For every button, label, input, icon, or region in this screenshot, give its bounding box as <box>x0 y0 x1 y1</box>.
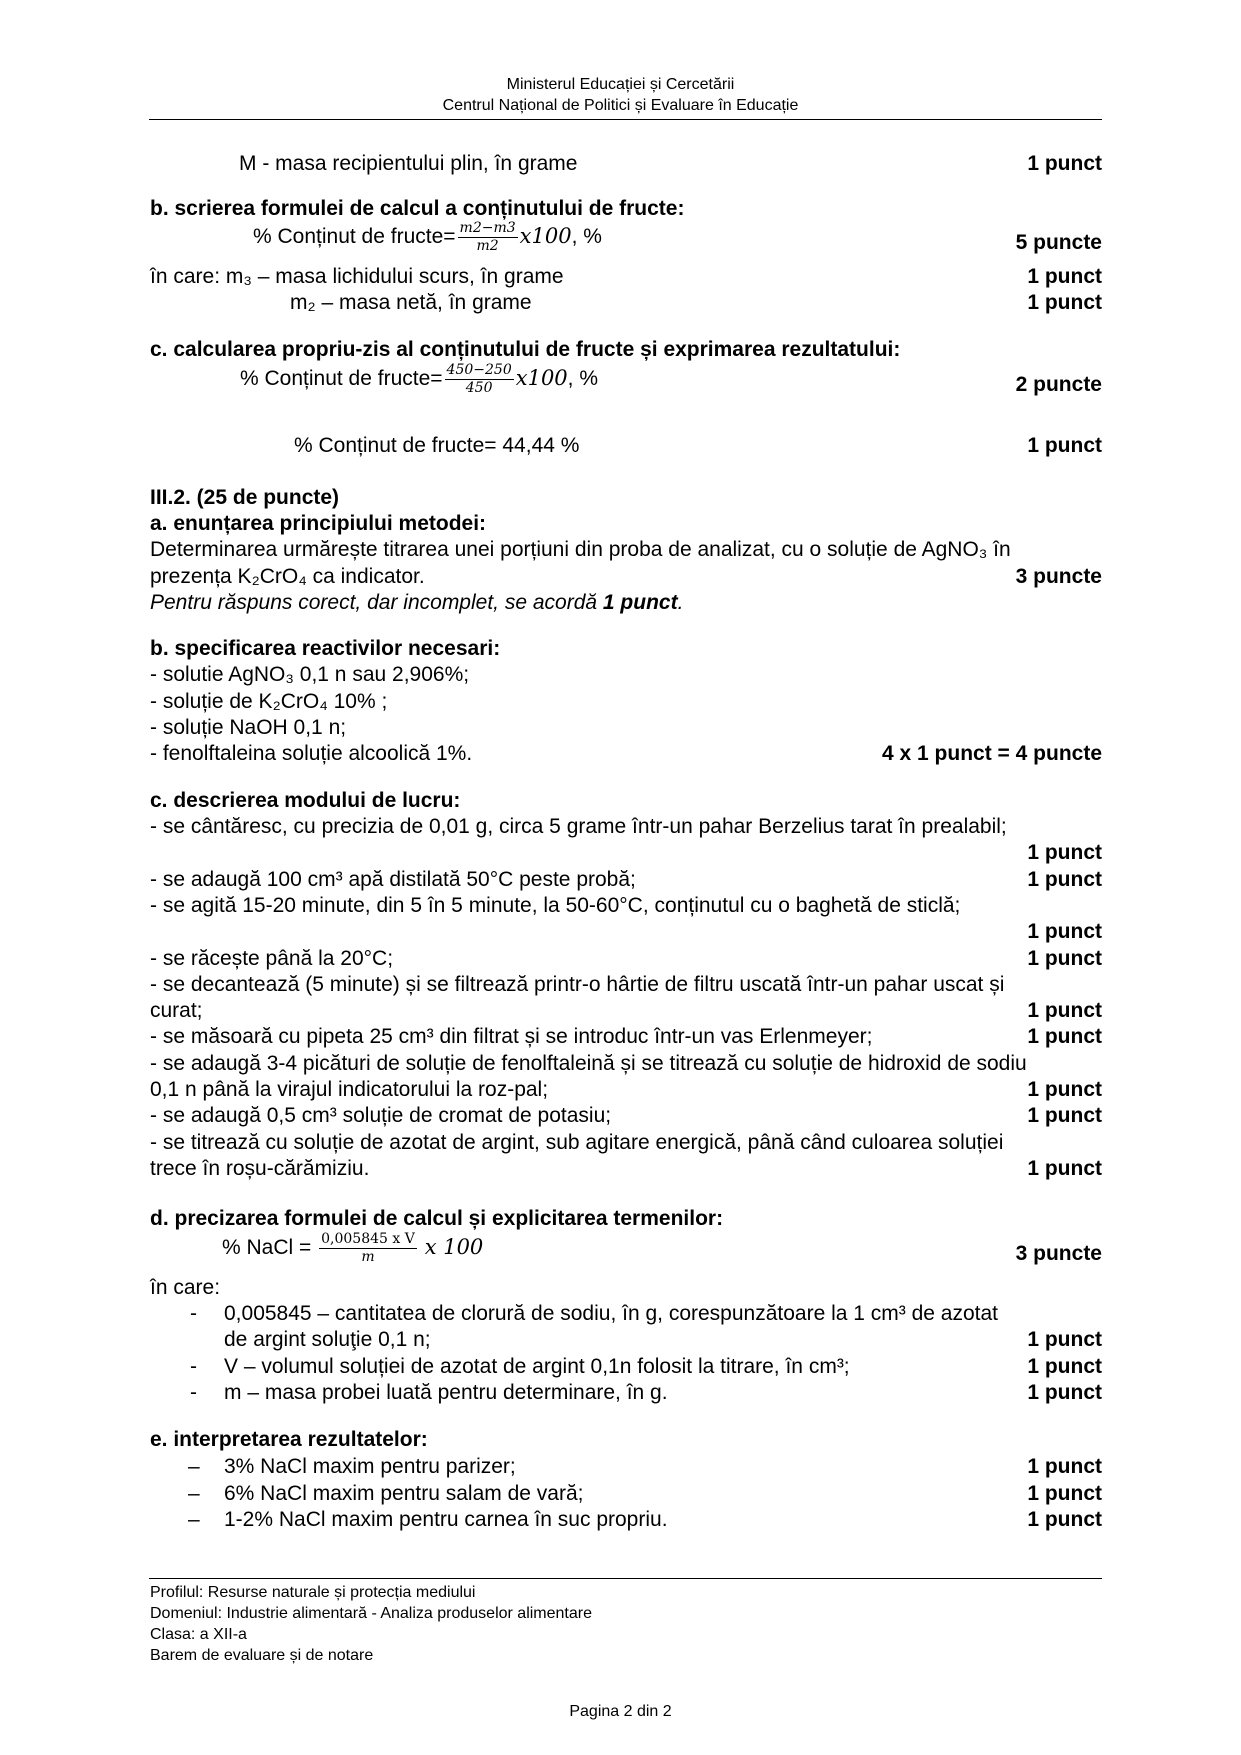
procedure-line: - se adaugă 0,5 cm³ soluție de cromat de potasiu; <box>150 1104 612 1128</box>
term-text: 0,005845 – cantitatea de clorură de sodiu, în g, corespunzătoare la 1 cm³ de azotat <box>224 1302 998 1325</box>
footer-rule <box>149 1578 1102 1579</box>
term-text: m – masa probei luată pentru determinare, în g. <box>224 1380 668 1404</box>
part-a-points: 1 punct <box>1027 152 1102 175</box>
interpretation-points: 1 punct <box>1027 1508 1102 1531</box>
interpretation-dash: – <box>188 1508 200 1531</box>
reagent-item: - soluție de K₂CrO₄ 10% ; <box>150 690 388 713</box>
footer-profile: Profilul: Resurse naturale și protecția mediului <box>150 1584 476 1601</box>
fraction-denominator: m2 <box>476 238 499 254</box>
iii2-a-note <box>150 591 683 615</box>
nacl-multiplier: x 100 <box>424 1235 484 1260</box>
formula-unit: , % <box>571 225 602 249</box>
formula-fraction <box>458 220 518 255</box>
calc-multiplier: x100 <box>515 366 568 391</box>
procedure-line: - se decantează (5 minute) și se filtrează printr-o hârtie de filtru uscată într-un pahar uscat și <box>150 972 1005 996</box>
iii2-a-line1: Determinarea urmărește titrarea unei porțiuni din proba de analizat, cu o soluție de AgNO₃ în <box>150 538 1011 561</box>
interpretation-dash: – <box>188 1455 200 1478</box>
note-suffix: . <box>677 591 684 614</box>
iii2-d-title: d. precizarea formulei de calcul și explicitarea termenilor: <box>150 1207 724 1230</box>
where-m3: în care: m₃ – masa lichidului scurs, în grame <box>150 265 564 288</box>
procedure-points: 1 punct <box>1027 999 1102 1023</box>
reagent-item: - soluție NaOH 0,1 n; <box>150 716 347 739</box>
term-text: V – volumul soluției de azotat de argint 0,1n folosit la titrare, în cm³; <box>224 1354 850 1378</box>
procedure-points: 1 punct <box>1027 946 1102 970</box>
procedure-points: 1 punct <box>1027 1104 1102 1128</box>
part-a-tail: M - masa recipientului plin, în grame <box>239 152 578 175</box>
procedure-points: 1 punct <box>1027 920 1102 944</box>
nacl-points: 3 puncte <box>1015 1242 1102 1265</box>
where-m2: m₂ – masa netă, în grame <box>290 291 532 314</box>
reagent-points: 4 x 1 punct = 4 puncte <box>882 742 1102 765</box>
interpretation-points: 1 punct <box>1027 1481 1102 1505</box>
footer-class: Clasa: a XII-a <box>150 1626 247 1643</box>
reagent-item: - fenolftaleina soluție alcoolică 1%. <box>150 742 473 765</box>
note-bold: 1 punct <box>602 591 678 614</box>
fraction-numerator: m2−m3 <box>459 220 516 236</box>
formula-prefix: % Conținut de fructe= <box>253 225 456 249</box>
interpretation-text: 1-2% NaCl maxim pentru carnea în suc propriu. <box>224 1508 668 1531</box>
nacl-prefix: % NaCl = <box>222 1236 318 1260</box>
reagent-item: - solutie AgNO₃ 0,1 n sau 2,906%; <box>150 663 470 686</box>
page-number: Pagina 2 din 2 <box>569 1703 672 1720</box>
term-dash: - <box>190 1302 197 1325</box>
iii2-a-line2: prezența K₂CrO₄ ca indicator. <box>150 565 425 588</box>
procedure-line: - se titrează cu soluție de azotat de argint, sub agitare energică, până când culoarea soluției <box>150 1130 1004 1154</box>
procedure-line: - se măsoară cu pipeta 25 cm³ din filtrat și se introduc într-un vas Erlenmeyer; <box>150 1025 873 1049</box>
where-m3-points: 1 punct <box>1027 265 1102 288</box>
iii2-e-title: e. interpretarea rezultatelor: <box>150 1428 428 1451</box>
nacl-numerator: 0,005845 x V <box>321 1231 415 1247</box>
section-b-title: b. scrierea formulei de calcul a conținutului de fructe: <box>150 197 685 220</box>
term-dash: - <box>190 1354 197 1378</box>
procedure-line: 0,1 n până la virajul indicatorului la roz-pal; <box>150 1078 549 1101</box>
procedure-line: - se răcește până la 20°C; <box>150 946 394 970</box>
interpretation-points: 1 punct <box>1027 1455 1102 1478</box>
procedure-points: 1 punct <box>1027 867 1102 891</box>
calc-fraction <box>445 362 514 397</box>
header-ministry: Ministerul Educației și Cercetării <box>506 76 735 93</box>
section-iii2-title: III.2. (25 de puncte) <box>150 486 340 509</box>
calc-numerator: 450−250 <box>446 362 512 378</box>
term-points: 1 punct <box>1027 1354 1102 1378</box>
procedure-points: 1 punct <box>1027 1156 1102 1180</box>
formula-b-points: 5 puncte <box>1015 231 1102 254</box>
term-dash: - <box>190 1380 197 1404</box>
fruit-content-formula <box>253 220 602 255</box>
procedure-line: - se adaugă 100 cm³ apă distilată 50°C peste probă; <box>150 867 636 891</box>
iii2-b-title: b. specificarea reactivilor necesari: <box>150 637 501 660</box>
calc-denominator: 450 <box>465 380 493 396</box>
iii2-c-title: c. descrierea modului de lucru: <box>150 789 461 812</box>
nacl-formula <box>222 1231 483 1266</box>
calc-points: 2 puncte <box>1015 373 1102 396</box>
procedure-points: 1 punct <box>1027 841 1102 865</box>
iii2-a-points: 3 puncte <box>1015 565 1102 588</box>
procedure-line: - se cântăresc, cu precizia de 0,01 g, circa 5 grame într-un pahar Berzelius tarat în prealabil; <box>150 815 1007 838</box>
term-points: 1 punct <box>1027 1328 1102 1352</box>
interpretation-text: 3% NaCl maxim pentru parizer; <box>224 1455 516 1478</box>
header-rule <box>149 119 1102 120</box>
iii2-a-title: a. enunțarea principiului metodei: <box>150 512 487 535</box>
procedure-line: - se agită 15-20 minute, din 5 în 5 minute, la 50-60°C, conținutul cu o baghetă de sticlă; <box>150 893 961 917</box>
term-points: 1 punct <box>1027 1380 1102 1404</box>
formula-multiplier: x100 <box>519 224 572 249</box>
note-prefix: Pentru răspuns corect, dar incomplet, se acordă <box>150 591 603 614</box>
procedure-line: trece în roșu-cărămiziu. <box>150 1156 370 1180</box>
footer-barem: Barem de evaluare și de notare <box>150 1647 374 1664</box>
calc-unit: , % <box>567 367 599 391</box>
header-center: Centrul Național de Politici și Evaluare în Educație <box>442 97 799 114</box>
footer-domain: Domeniul: Industrie alimentară - Analiza produselor alimentare <box>150 1605 592 1622</box>
procedure-line: - se adaugă 3-4 picături de soluție de fenolftaleină și se titrează cu soluție de hidroxid de sodiu <box>150 1051 1027 1075</box>
procedure-line: curat; <box>150 999 203 1023</box>
procedure-points: 1 punct <box>1027 1078 1102 1101</box>
calc-prefix: % Conținut de fructe= <box>240 367 443 391</box>
interpretation-dash: – <box>188 1481 200 1505</box>
term-text: de argint soluţie 0,1 n; <box>224 1328 431 1352</box>
interpretation-text: 6% NaCl maxim pentru salam de vară; <box>224 1481 584 1505</box>
where-m2-points: 1 punct <box>1027 291 1102 314</box>
nacl-denominator: m <box>361 1249 375 1265</box>
section-c1-title: c. calcularea propriu-zis al conținutului de fructe și exprimarea rezultatului: <box>150 338 901 361</box>
fruit-content-calc <box>240 362 598 397</box>
procedure-points: 1 punct <box>1027 1025 1102 1049</box>
calc-result-points: 1 punct <box>1027 434 1102 457</box>
nacl-where: în care: <box>150 1276 221 1299</box>
calc-result: % Conținut de fructe= 44,44 % <box>294 434 580 457</box>
nacl-fraction <box>319 1231 417 1266</box>
